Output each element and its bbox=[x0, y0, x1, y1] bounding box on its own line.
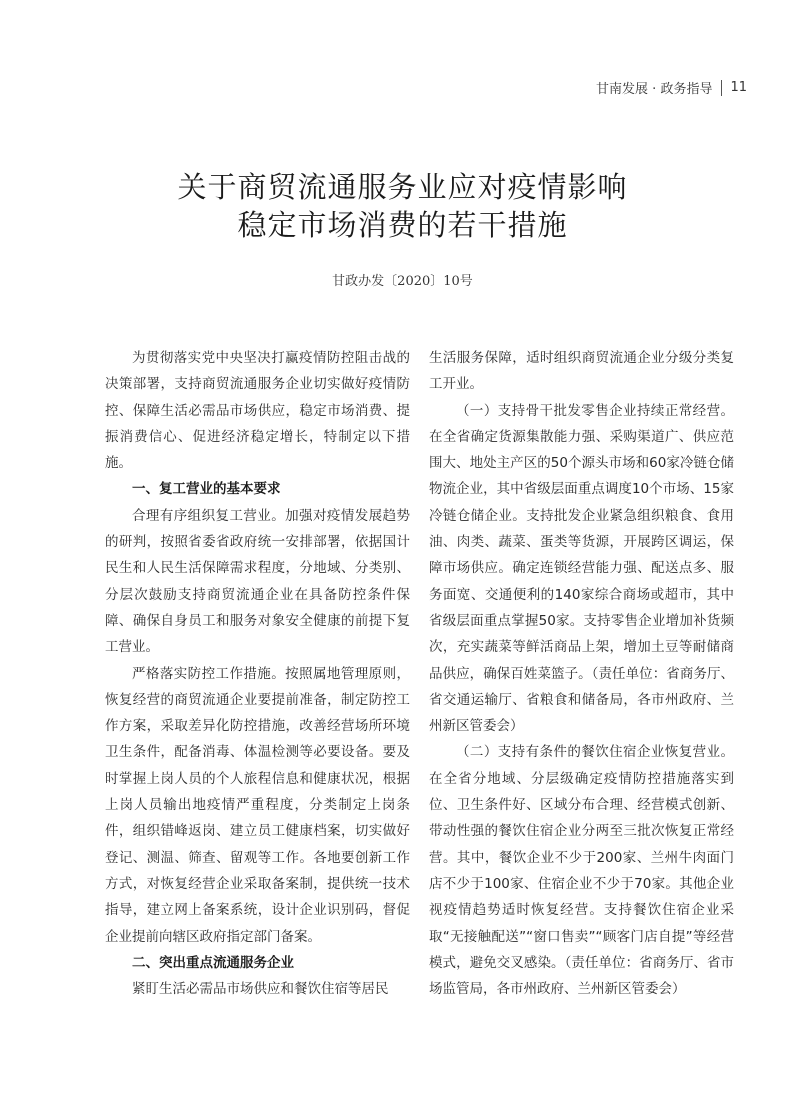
continued-paragraph: 生活服务保障，适时组织商贸流通企业分级分类复工开业。 bbox=[429, 350, 734, 393]
subsection-paragraph-2: （二）支持有条件的餐饮住宿企业恢复营业。在全省分地域、分层级确定疫情防控措施落实到位、卫生条件好、区域分布合理、经营模式创新、带动性强的餐饮住宿企业分两至三批次恢复正常经营。其中，餐饮企业不少于200家、兰州牛肉面门店不少于100家、住宿企业不少于70家。其他企业视疫情趋势适时恢复经营。支持餐饮住宿企业采取“无接触配送”“窗口售卖”“顾客门店自提”等经营模式，避免交叉感染。（责任单位：省商务厅、省市场监管局，各市州政府、兰州新区管委会） bbox=[429, 744, 734, 998]
document-title bbox=[0, 168, 805, 244]
section-heading-2: 二、突出重点流通服务企业 bbox=[132, 954, 294, 971]
body-paragraph: 合理有序组织复工营业。加强对疫情发展趋势的研判，按照省委省政府统一安排部署，依据国计民生和人民生活保障需求程度，分地域、分类别、分层次鼓励支持商贸流通企业在具备防控条件保障、确保自身员工和服务对象安全健康的前提下复工营业。 bbox=[105, 507, 410, 656]
title-line-1: 关于商贸流通服务业应对疫情影响 bbox=[177, 170, 628, 204]
body-paragraph: 严格落实防控工作措施。按照属地管理原则，恢复经营的商贸流通企业要提前准备，制定防控工作方案，采取差异化防控措施，改善经营场所环境卫生条件，配备消毒、体温检测等必要设备。要及时掌握上岗人员的个人旅程信息和健康状况，根据上岗人员输出地疫情严重程度，分类制定上岗条件，组织错峰返岗、建立员工健康档案，切实做好登记、测温、筛查、留观等工作。各地要创新工作方式，对恢复经营企业采取备案制，提供统一技术指导，建立网上备案系统，设计企业识别码，督促企业提前向辖区政府指定部门备案。 bbox=[105, 665, 410, 945]
header-divider bbox=[721, 80, 722, 96]
subsection-paragraph-1: （一）支持骨干批发零售企业持续正常经营。在全省确定货源集散能力强、采购渠道广、供应范围大、地处主产区的50个源头市场和60家冷链仓储物流企业，其中省级层面重点调度10个市场、15家冷链仓储企业。支持批发企业紧急组织粮食、食用油、肉类、蔬菜、蛋类等货源，开展跨区调运，保障市场供应。确定连锁经营能力强、配送点多、服务面宽、交通便利的140家综合商场或超市，其中省级层面重点掌握50家。支持零售企业增加补货频次，充实蔬菜等鲜活商品上架，增加土豆等耐储商品供应，确保百姓菜篮子。（责任单位：省商务厅、省交通运输厅、省粮食和储备局，各市州政府、兰州新区管委会） bbox=[429, 402, 734, 735]
title-line-2: 稳定市场消费的若干措施 bbox=[237, 208, 568, 242]
intro-paragraph: 为贯彻落实党中央坚决打赢疫情防控阻击战的决策部署，支持商贸流通服务企业切实做好疫情防控、保障生活必需品市场供应，稳定市场消费、提振消费信心、促进经济稳定增长，特制定以下措施。 bbox=[105, 350, 410, 472]
page-header bbox=[596, 78, 747, 97]
right-column bbox=[429, 345, 734, 1002]
left-column bbox=[105, 345, 410, 1002]
page-number: 11 bbox=[730, 80, 747, 95]
body-paragraph: 紧盯生活必需品市场供应和餐饮住宿等居民 bbox=[132, 981, 389, 998]
document-number: 甘政办发〔2020〕10号 bbox=[332, 274, 473, 289]
section-label: 甘南发展 · 政务指导 bbox=[596, 82, 713, 97]
section-heading-1: 一、复工营业的基本要求 bbox=[132, 481, 281, 498]
